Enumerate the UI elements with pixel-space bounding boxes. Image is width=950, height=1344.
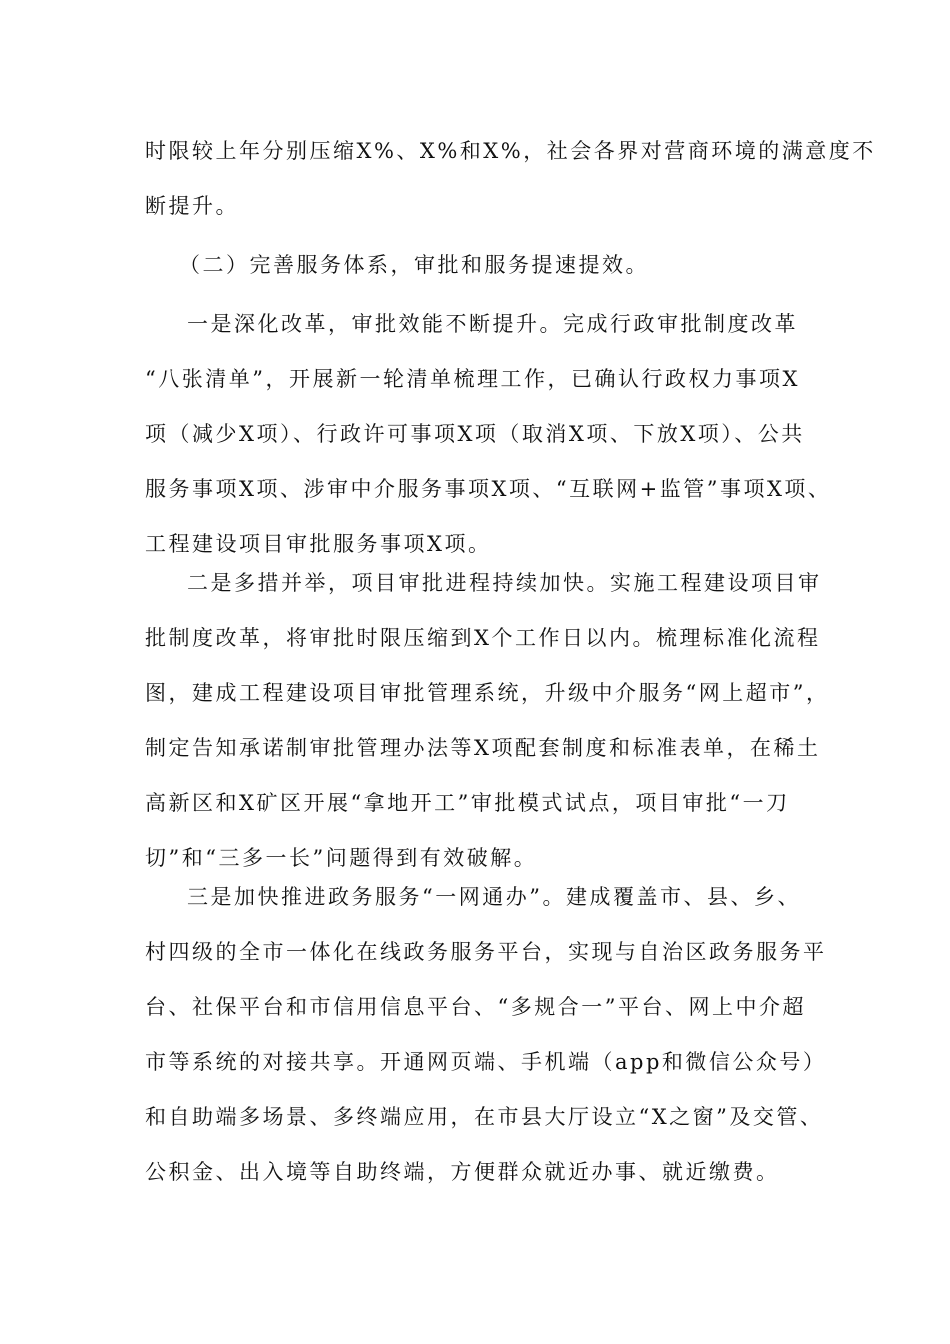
text-line: 村四级的全市一体化在线政务服务平台，实现与自治区政务服务平 (145, 940, 827, 964)
text-line: 断提升。 (145, 194, 239, 218)
text-line: 批制度改革，将审批时限压缩到X个工作日以内。梳理标准化流程 (145, 626, 821, 650)
text-line: 二是多措并举，项目审批进程持续加快。实施工程建设项目审 (187, 571, 822, 595)
text-line: 和自助端多场景、多终端应用，在市县大厅设立“X之窗”及交管、 (145, 1105, 824, 1129)
text-line: “八张清单”，开展新一轮清单梳理工作，已确认行政权力事项X (145, 367, 800, 391)
text-line: 项（减少X项）、行政许可事项X项（取消X项、下放X项）、公共 (145, 422, 805, 446)
paragraph-project-approval (145, 556, 830, 886)
text-line: 工程建设项目审批服务事项X项。 (145, 532, 492, 556)
text-line: 高新区和X矿区开展“拿地开工”审批模式试点，项目审批“一刀 (145, 791, 790, 815)
text-line: 公积金、出入境等自助终端，方便群众就近办事、就近缴费。 (145, 1160, 780, 1184)
heading-line: （二）完善服务体系，审批和服务提速提效。 (179, 253, 649, 277)
text-line: 一是深化改革，审批效能不断提升。完成行政审批制度改革 (187, 312, 798, 336)
text-line: 台、社保平台和市信用信息平台、“多规合一”平台、网上中介超 (145, 995, 806, 1019)
paragraph-reform (145, 297, 832, 572)
text-line: 三是加快推进政务服务“一网通办”。建成覆盖市、县、乡、 (187, 885, 801, 909)
text-line: 切”和“三多一长”问题得到有效破解。 (145, 846, 538, 870)
paragraph-continuation (145, 124, 876, 234)
text-line: 制定告知承诺制审批管理办法等X项配套制度和标准表单，在稀土 (145, 736, 821, 760)
text-line: 服务事项X项、涉审中介服务事项X项、“互联网+监管”事项X项、 (145, 477, 832, 501)
text-line: 图，建成工程建设项目审批管理系统，升级中介服务“网上超市”， (145, 681, 830, 705)
text-line: 市等系统的对接共享。开通网页端、手机端（app和微信公众号） (145, 1050, 827, 1074)
section-heading (145, 238, 825, 293)
text-line: 时限较上年分别压缩X%、X%和X%，社会各界对营商环境的满意度不 (145, 139, 876, 163)
paragraph-online-service (145, 870, 825, 1200)
